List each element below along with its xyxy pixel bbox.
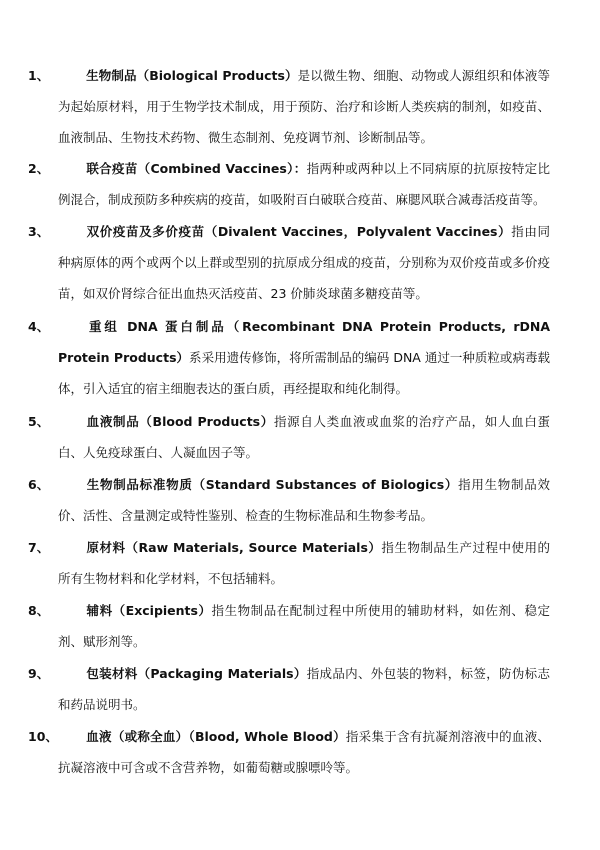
definition-number: 3、 bbox=[28, 224, 50, 239]
definition-text: 指成品内、外包装的物料，标签，防伪标志和药品说明书。 bbox=[58, 666, 550, 712]
definition-text: 系采用遗传修饰，将所需制品的编码 DNA 通过一种质粒或病毒载体，引入适宜的宿主细胞表达的蛋白质，再经提取和纯化制得。 bbox=[58, 350, 550, 396]
definition-number: 10、 bbox=[28, 729, 58, 744]
definition-number: 2、 bbox=[28, 161, 50, 176]
definition-10 bbox=[28, 721, 550, 783]
definition-number: 5、 bbox=[28, 414, 50, 429]
definition-text: 指由同种病原体的两个或两个以上群或型别的抗原成分组成的疫苗，分别称为双价疫苗或多价疫苗，如双价肾综合征出血热灭活疫苗、23 价肺炎球菌多糖疫苗等。 bbox=[58, 224, 550, 301]
definition-text: 指两种或两种以上不同病原的抗原按特定比例混合，制成预防多种疾病的疫苗，如吸附百白破联合疫苗、麻腮风联合减毒活疫苗等。 bbox=[58, 161, 550, 207]
definition-text: 指采集于含有抗凝剂溶液中的血液、抗凝溶液中可含或不含营养物，如葡萄糖或腺嘌呤等。 bbox=[58, 729, 550, 775]
definition-term: 原材料（Raw Materials, Source Materials） bbox=[86, 540, 382, 555]
definition-text: 指源自人类血液或血浆的治疗产品，如人血白蛋白、人免疫球蛋白、人凝血因子等。 bbox=[58, 414, 550, 460]
definition-4 bbox=[28, 311, 550, 404]
definition-5 bbox=[28, 406, 550, 468]
definition-text: 是以微生物、细胞、动物或人源组织和体液等为起始原材料，用于生物学技术制成，用于预防、治疗和诊断人类疾病的制剂，如疫苗、血液制品、生物技术药物、微生态制剂、免疫调节剂、诊断制品等。 bbox=[58, 68, 550, 145]
definition-text: 指生物制品在配制过程中所使用的辅助材料，如佐剂、稳定剂、赋形剂等。 bbox=[58, 603, 550, 649]
definition-text: 指用生物制品效价、活性、含量测定或特性鉴别、检查的生物标准品和生物参考品。 bbox=[58, 477, 550, 523]
definition-9 bbox=[28, 658, 550, 720]
definition-number: 6、 bbox=[28, 477, 50, 492]
definition-term: 重组 DNA 蛋白制品（Recombinant DNA Protein Products, rDNA Protein Products） bbox=[58, 319, 550, 365]
definition-number: 1、 bbox=[28, 68, 50, 83]
definition-term: 血液制品（Blood Products） bbox=[86, 414, 274, 429]
definition-2 bbox=[28, 153, 550, 215]
definition-term: 双价疫苗及多价疫苗（Divalent Vaccines，Polyvalent Vaccines） bbox=[86, 224, 512, 239]
definition-term: 联合疫苗（Combined Vaccines）： bbox=[86, 161, 307, 176]
definition-1 bbox=[28, 60, 550, 153]
definition-8 bbox=[28, 595, 550, 657]
definition-term: 生物制品标准物质（Standard Substances of Biologics） bbox=[86, 477, 459, 492]
definition-term: 包装材料（Packaging Materials） bbox=[86, 666, 307, 681]
definition-number: 4、 bbox=[28, 319, 50, 334]
definition-number: 7、 bbox=[28, 540, 50, 555]
definition-number: 8、 bbox=[28, 603, 50, 618]
definition-text: 指生物制品生产过程中使用的所有生物材料和化学材料，不包括辅料。 bbox=[58, 540, 550, 586]
definition-term: 辅料（Excipients） bbox=[86, 603, 212, 618]
definition-6 bbox=[28, 469, 550, 531]
definition-term: 血液（或称全血）（Blood, Whole Blood） bbox=[86, 729, 346, 744]
definition-number: 9、 bbox=[28, 666, 50, 681]
definition-7 bbox=[28, 532, 550, 594]
definition-3 bbox=[28, 216, 550, 309]
definition-term: 生物制品（Biological Products） bbox=[86, 68, 298, 83]
